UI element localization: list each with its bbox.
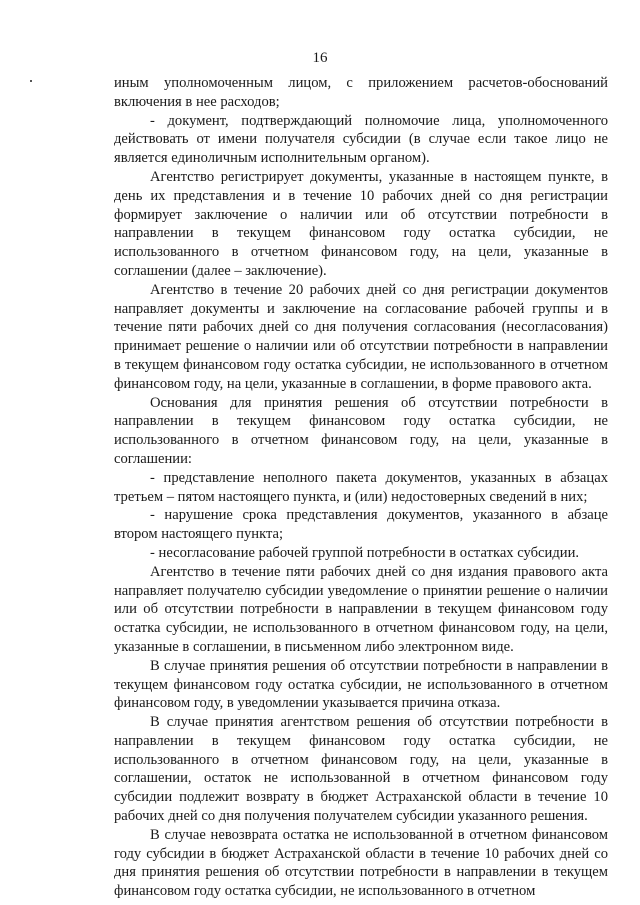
paragraph: В случае принятия агентством решения об отсутствии потребности в направлении в текущем финансовом году остатка субсидии, не использованного в отчетном финансовом году, на цели, указанные в соглашении, остаток не использованной в отчетном финансовом году субсидии подлежит возврату в бюджет Астраханской области в течение 10 рабочих дней со дня получения получателем субсидии указанного решения.	[114, 714, 608, 825]
body-text	[114, 74, 608, 901]
page-number: 16	[312, 50, 328, 66]
paragraph: - документ, подтверждающий полномочие лица, уполномоченного действовать от имени получателя субсидии (в случае если такое лицо не является единоличным исполнительным органом).	[114, 112, 608, 167]
paragraph: - представление неполного пакета документов, указанных в абзацах третьем – пятом настоящего пункта, и (или) недостоверных сведений в них;	[114, 469, 608, 505]
paragraph: Основания для принятия решения об отсутствии потребности в направлении в текущем финансовом году остатка субсидии, не использованного в отчетном финансовом году, на цели, указанные в соглашении:	[114, 394, 608, 467]
paragraph: Агентство регистрирует документы, указанные в настоящем пункте, в день их представления и в течение 10 рабочих дней со дня регистрации формирует заключение о наличии или об отсутствии потребности в направлении в текущем финансовом году остатка субсидии, не использованного в отчетном финансовом году, на цели, указанные в соглашении (далее – заключение).	[114, 168, 608, 279]
scan-speck	[30, 80, 32, 82]
paragraph: Агентство в течение 20 рабочих дней со дня регистрации документов направляет документы и заключение на согласование рабочей группы и в течение пяти рабочих дней со дня получения согласования (несогласования) принимает решение о наличии или об отсутствии потребности в направлении в текущем финансовом году остатка субсидии, не использованного в отчетном финансовом году, на цели, указанные в соглашении, в форме правового акта.	[114, 281, 608, 392]
paragraph: - нарушение срока представления документов, указанного в абзаце втором настоящего пункта;	[114, 507, 608, 543]
paragraph: Агентство в течение пяти рабочих дней со дня издания правового акта направляет получателю субсидии уведомление о принятии решение о наличии или об отсутствии потребности в направлении в текущем финансовом году остатка субсидии, не использованного в отчетном финансовом году, на цели, указанные в соглашении, в письменном либо электронном виде.	[114, 563, 608, 655]
paragraph: иным уполномоченным лицом, с приложением расчетов-обоснований включения в нее расходов;	[114, 75, 608, 110]
paragraph: - несогласование рабочей группой потребности в остатках субсидии.	[150, 544, 580, 561]
paragraph: В случае невозврата остатка не использованной в отчетном финансовом году субсидии в бюджет Астраханской области в течение 10 рабочих дней со дня принятия решения об отсутствии потребности в направлении в текущем финансовом году остатка субсидии, не использованного в отчетном	[114, 826, 608, 900]
paragraph: В случае принятия решения об отсутствии потребности в направлении в текущем финансовом году остатка субсидии, не использованного в отчетном финансовом году, в уведомлении указывается причина отказа.	[114, 657, 608, 712]
